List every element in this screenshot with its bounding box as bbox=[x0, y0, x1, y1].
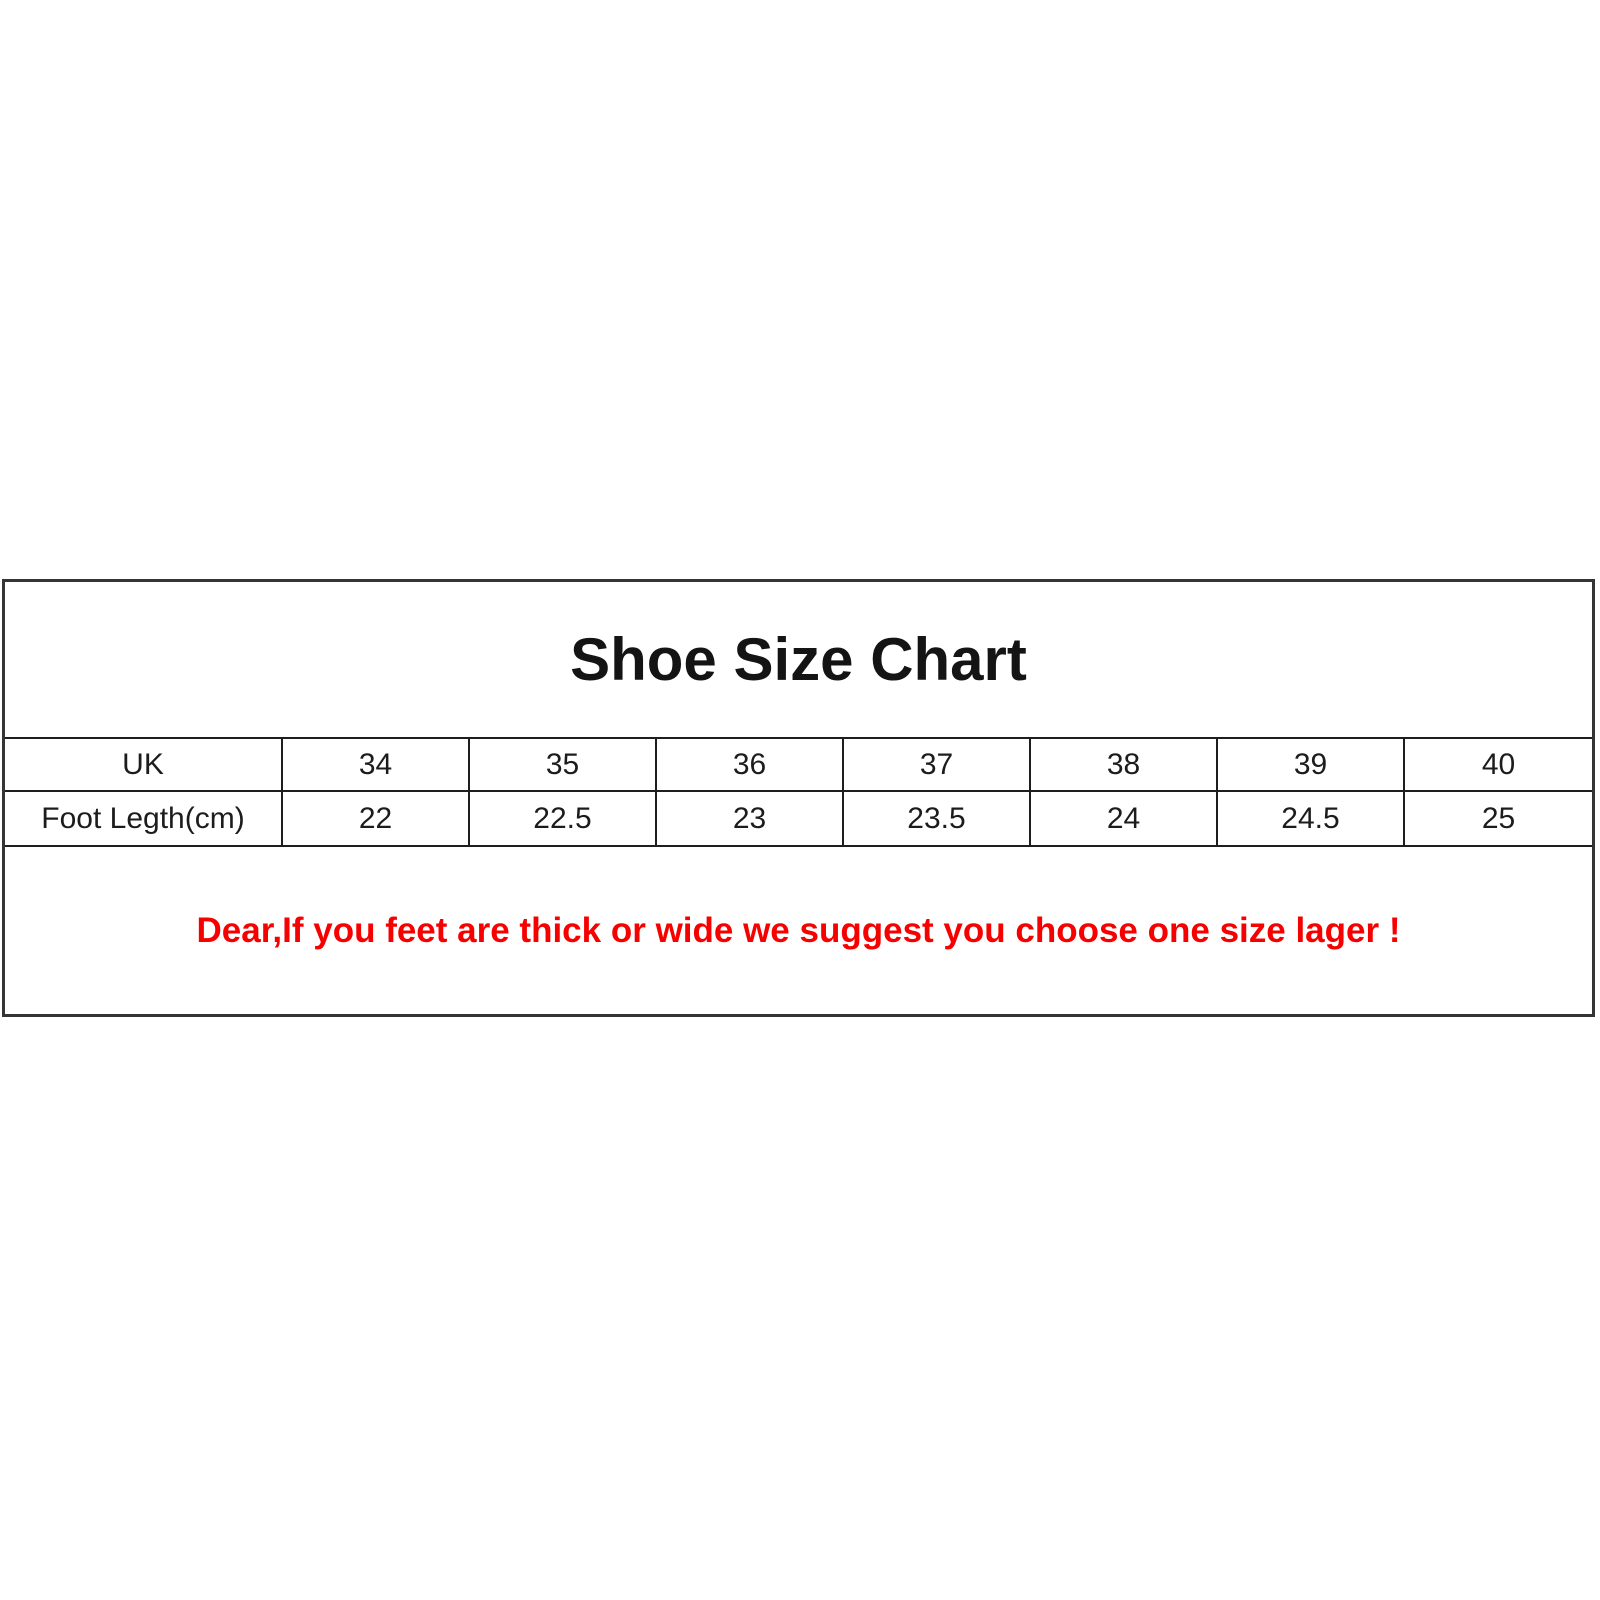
table-cell-footlen-1: 22 bbox=[283, 792, 470, 845]
size-chart-panel bbox=[2, 579, 1595, 1017]
table-cell-footlen-4: 23.5 bbox=[844, 792, 1031, 845]
title-section bbox=[5, 582, 1592, 737]
table-cell-footlen-3: 23 bbox=[657, 792, 844, 845]
table-cell-footlen-5: 24 bbox=[1031, 792, 1218, 845]
table-cell-uk-1: 34 bbox=[283, 739, 470, 792]
table-cell-uk-4: 37 bbox=[844, 739, 1031, 792]
table-cell-uk-6: 39 bbox=[1218, 739, 1405, 792]
page-title: Shoe Size Chart bbox=[570, 626, 1027, 693]
table-cell-uk-2: 35 bbox=[470, 739, 657, 792]
row-header-uk: UK bbox=[5, 739, 283, 792]
table-cell-footlen-7: 25 bbox=[1481, 801, 1516, 835]
table-cell-uk-3: 36 bbox=[657, 739, 844, 792]
table-cell-footlen-2: 22.5 bbox=[470, 792, 657, 845]
row-header-foot-length: Foot Legth(cm) bbox=[5, 792, 283, 845]
table-cell-uk-5: 38 bbox=[1031, 739, 1218, 792]
table-cell-uk-7: 40 bbox=[1405, 739, 1592, 792]
notice-section bbox=[5, 847, 1592, 1014]
table-cell-footlen-6: 24.5 bbox=[1218, 792, 1405, 845]
size-table bbox=[5, 737, 1592, 847]
size-advice-notice: Dear,If you feet are thick or wide we suggest you choose one size lager ! bbox=[196, 910, 1401, 950]
